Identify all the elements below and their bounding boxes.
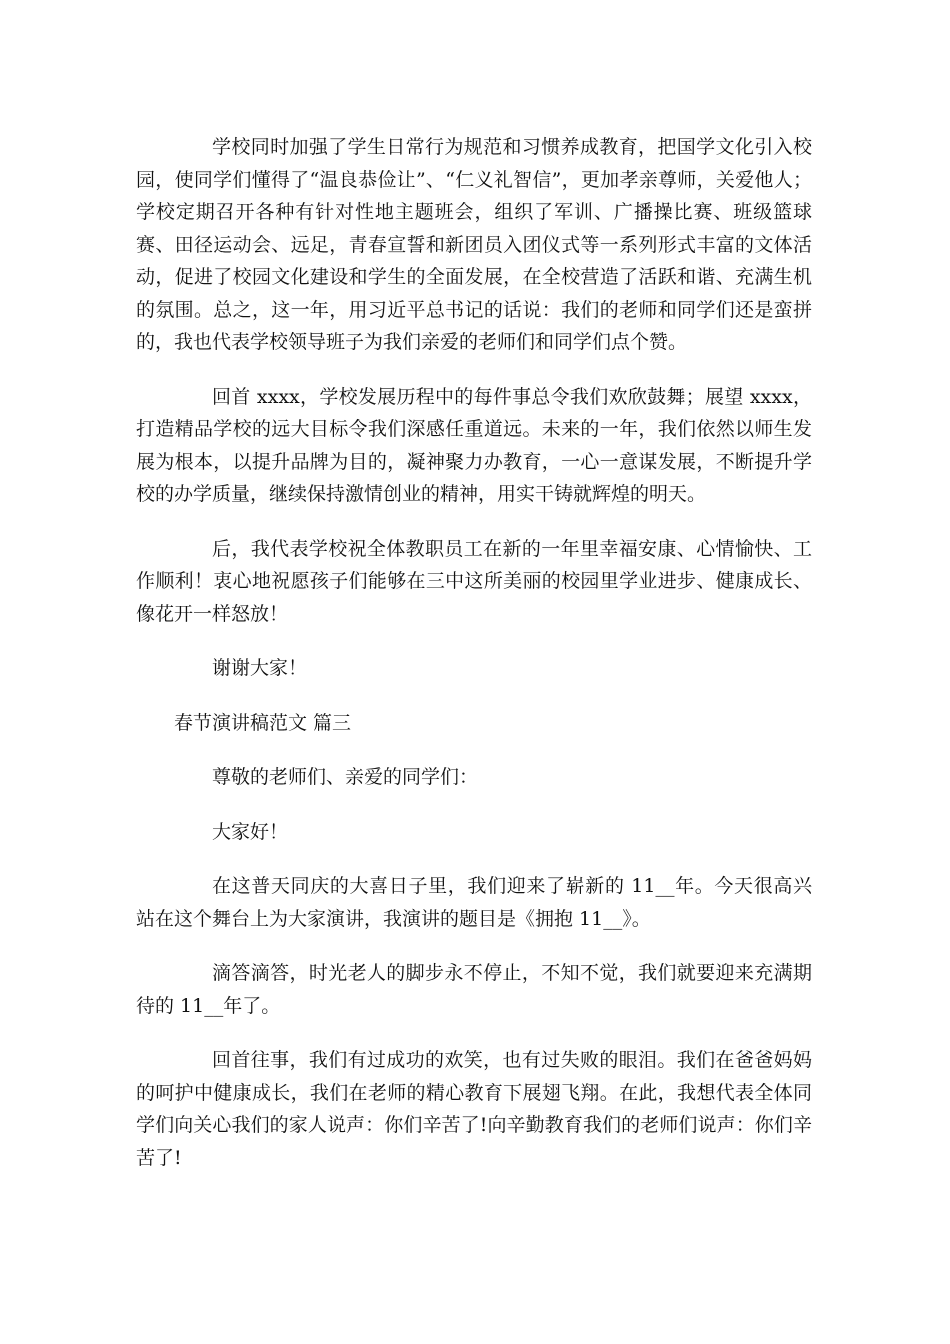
- paragraph-greeting: 大家好！: [212, 820, 289, 843]
- paragraph-look-back: 回首 xxxx，学校发展历程中的每件事总令我们欢欣鼓舞；展望 xxxx，打造精品学校的远大目标令我们深感任重道远。未来的一年，我们依然以师生发展为根本，以提升品牌为目的，凝神聚力办教育，一心一意谋发展，不断提升学校的办学质量，继续保持激情创业的精神，用实干铸就辉煌的明天。: [136, 385, 812, 505]
- section-title: 春节演讲稿范文 篇三: [174, 711, 352, 734]
- document-body: [136, 131, 812, 1196]
- paragraph-gratitude: 回首往事，我们有过成功的欢笑，也有过失败的眼泪。我们在爸爸妈妈的呵护中健康成长，我们在老师的精心教育下展翅飞翔。在此，我想代表全体同学们向关心我们的家人说声：你们辛苦了!向辛勤教育我们的老师们说声：你们辛苦了!: [136, 1049, 812, 1169]
- paragraph-time-passing: 滴答滴答，时光老人的脚步永不停止，不知不觉，我们就要迎来充满期待的 11__年了。: [136, 962, 812, 1017]
- paragraph-school-activities: 学校同时加强了学生日常行为规范和习惯养成教育，把国学文化引入校园，使同学们懂得了“温良恭俭让”、“仁义礼智信”，更加孝亲尊师，关爱他人；学校定期召开各种有针对性地主题班会，组织了军训、广播操比赛、班级篮球赛、田径运动会、远足，青春宣誓和新团员入团仪式等一系列形式丰富的文体活动，促进了校园文化建设和学生的全面发展，在全校营造了活跃和谐、充满生机的氛围。总之，这一年，用习近平总书记的话说：我们的老师和同学们还是蛮拼的，我也代表学校领导班子为我们亲爱的老师们和同学们点个赞。: [136, 136, 812, 353]
- paragraph-wishes: 后，我代表学校祝全体教职员工在新的一年里幸福安康、心情愉快、工作顺利！衷心地祝愿孩子们能够在三中这所美丽的校园里学业进步、健康成长、像花开一样怒放！: [136, 537, 812, 625]
- paragraph-salutation: 尊敬的老师们、亲爱的同学们：: [212, 766, 479, 788]
- paragraph-thanks: 谢谢大家！: [212, 657, 308, 679]
- paragraph-new-year: 在这普天同庆的大喜日子里，我们迎来了崭新的 11__年。今天很高兴站在这个舞台上为大家演讲，我演讲的题目是《拥抱 11__》。: [136, 875, 812, 930]
